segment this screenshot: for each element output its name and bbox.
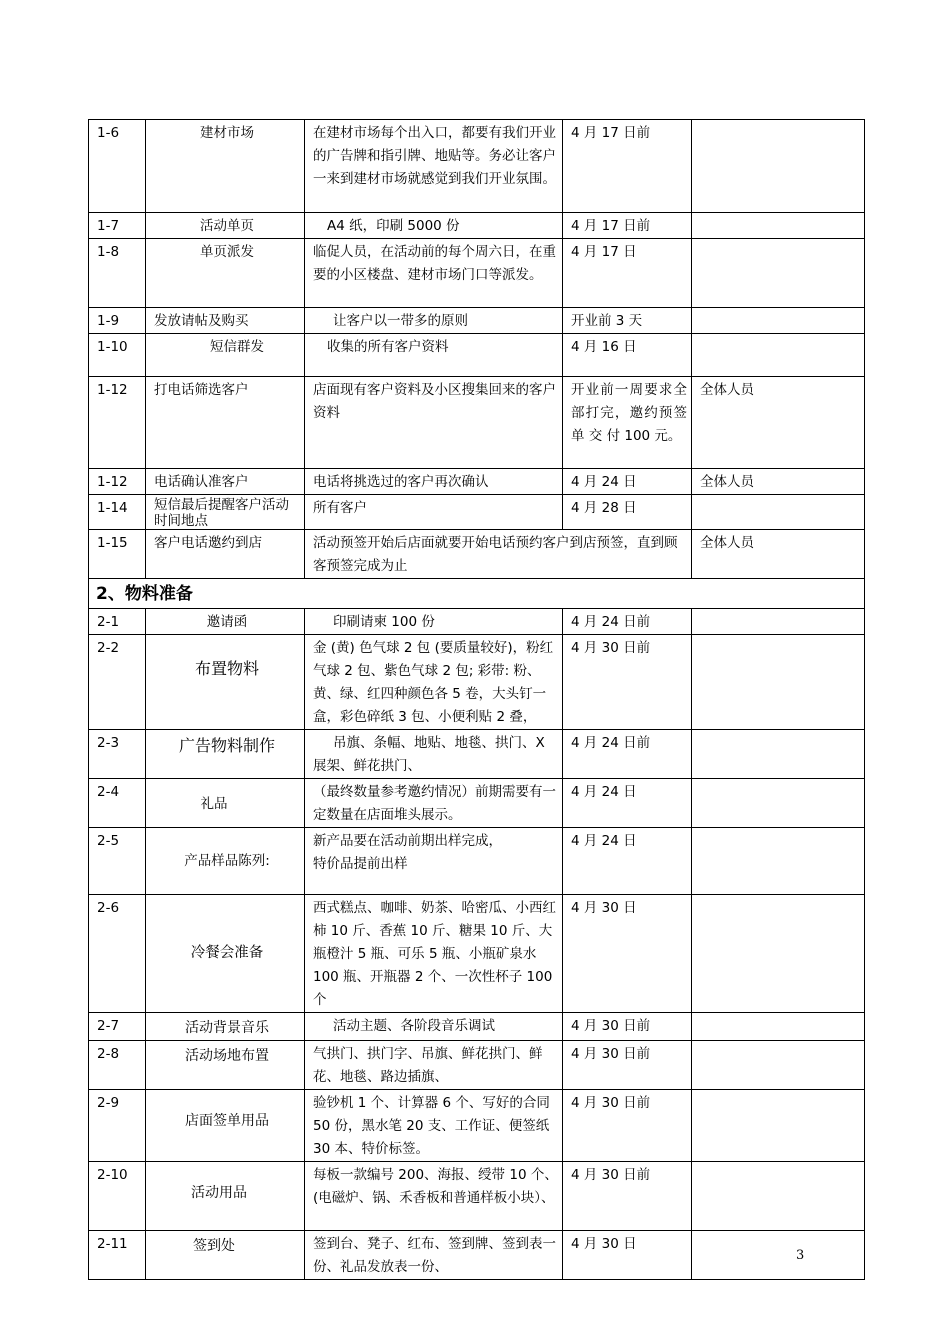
- table-row: [89, 635, 865, 730]
- table-row: [89, 1041, 865, 1090]
- row-description: 验钞机 1 个、计算器 6 个、写好的合同 50 份，黑水笔 20 支、工作证、便签纸 30 本、特价标签。: [305, 1090, 563, 1162]
- row-item: 建材市场: [146, 120, 305, 213]
- row-description-text: 在建材市场每个出入口，都要有我们开业的广告牌和指引牌、地贴等。务必让客户一来到建材市场就感觉到我们开业氛围。: [313, 125, 556, 187]
- table-row: [89, 239, 865, 308]
- row-number: 2-9: [89, 1090, 146, 1162]
- table-row: [89, 609, 865, 635]
- row-date: 开业前一周要求全部打完，邀约预签 单 交 付 100 元。: [563, 377, 692, 469]
- row-number: 2-8: [89, 1041, 146, 1090]
- row-date: 4 月 24 日: [563, 828, 692, 895]
- row-description: 店面现有客户资料及小区搜集回来的客户资料: [305, 377, 563, 469]
- section-title: 2、物料准备: [89, 579, 865, 609]
- row-date: 4 月 24 日前: [563, 609, 692, 635]
- row-date: 4 月 28 日: [563, 495, 692, 530]
- row-owner: [692, 1162, 865, 1231]
- row-item: 短信群发: [146, 334, 305, 377]
- row-owner: 全体人员: [692, 530, 865, 579]
- row-description: [305, 213, 563, 239]
- row-owner: [692, 239, 865, 308]
- row-description-text: 印刷请柬 100 份: [333, 614, 435, 630]
- row-description: 临促人员，在活动前的每个周六日，在重要的小区楼盘、建材市场门口等派发。: [305, 239, 563, 308]
- row-number: 2-2: [89, 635, 146, 730]
- row-number: 1-7: [89, 213, 146, 239]
- table-row: [89, 1013, 865, 1041]
- table-row: [89, 828, 865, 895]
- row-number: 1-9: [89, 308, 146, 334]
- row-number: 1-12: [89, 377, 146, 469]
- row-description: （最终数量参考邀约情况）前期需要有一定数量在店面堆头展示。: [305, 779, 563, 828]
- row-item: 打电话筛选客户: [146, 377, 305, 469]
- table-row: [89, 334, 865, 377]
- row-date: 4 月 24 日: [563, 779, 692, 828]
- row-date: 4 月 24 日前: [563, 730, 692, 779]
- row-owner: [692, 120, 865, 213]
- row-item: 短信最后提醒客户活动时间地点: [146, 495, 305, 530]
- row-date: 4 月 30 日: [563, 1231, 692, 1280]
- row-item: 单页派发: [146, 239, 305, 308]
- row-item: 邀请函: [146, 609, 305, 635]
- row-number: 1-12: [89, 469, 146, 495]
- row-owner: [692, 334, 865, 377]
- page-number: 3: [796, 1248, 805, 1263]
- row-number: 2-7: [89, 1013, 146, 1041]
- row-date: 4 月 24 日: [563, 469, 692, 495]
- row-date: 4 月 30 日前: [563, 1162, 692, 1231]
- row-description: [305, 828, 563, 895]
- row-item: 活动用品: [146, 1162, 305, 1231]
- table-row: [89, 1090, 865, 1162]
- row-date: 4 月 30 日前: [563, 1041, 692, 1090]
- row-number: 1-14: [89, 495, 146, 530]
- row-description-line: 新产品要在活动前期出样完成，: [313, 833, 502, 849]
- row-description: 签到台、凳子、红布、签到牌、签到表一份、礼品发放表一份、: [305, 1231, 563, 1280]
- row-owner: [692, 1231, 865, 1280]
- row-owner: [692, 635, 865, 730]
- row-description: 电话将挑选过的客户再次确认: [305, 469, 563, 495]
- row-item: 礼品: [146, 779, 305, 828]
- row-date: 4 月 30 日前: [563, 1013, 692, 1041]
- row-item: 布置物料: [146, 635, 305, 730]
- table-row: [89, 120, 865, 213]
- row-number: 2-3: [89, 730, 146, 779]
- row-date: 4 月 16 日: [563, 334, 692, 377]
- row-description: [305, 730, 563, 779]
- row-owner: [692, 1013, 865, 1041]
- row-owner: [692, 1041, 865, 1090]
- row-item: 客户电话邀约到店: [146, 530, 305, 579]
- row-item: 店面签单用品: [146, 1090, 305, 1162]
- row-description-text: 让客户以一带多的原则: [333, 313, 468, 329]
- table-row: [89, 377, 865, 469]
- row-number: 1-8: [89, 239, 146, 308]
- row-owner: [692, 213, 865, 239]
- row-owner: [692, 895, 865, 1013]
- row-owner: [692, 1090, 865, 1162]
- row-number: 2-5: [89, 828, 146, 895]
- row-description: [305, 308, 563, 334]
- row-owner: 全体人员: [692, 377, 865, 469]
- row-description: 金 (黄) 色气球 2 包 (要质量较好)，粉红气球 2 包、紫色气球 2 包; 彩带: 粉、黄、绿、红四种颜色各 5 卷，大头钉一盒，彩色碎纸 3 包、小便利贴 2 叠，: [305, 635, 563, 730]
- row-date: 4 月 30 日前: [563, 1090, 692, 1162]
- row-description: 西式糕点、咖啡、奶茶、哈密瓜、小西红柿 10 斤、香蕉 10 斤、糖果 10 斤、大瓶橙汁 5 瓶、可乐 5 瓶、小瓶矿泉水 100 瓶、开瓶器 2 个、一次性杯子 100 个: [305, 895, 563, 1013]
- row-description: 所有客户: [305, 495, 563, 530]
- row-number: 1-10: [89, 334, 146, 377]
- table-row: [89, 1231, 865, 1280]
- row-number: 1-6: [89, 120, 146, 213]
- row-owner: [692, 308, 865, 334]
- row-owner: [692, 609, 865, 635]
- row-description-text: A4 纸，印刷 5000 份: [327, 218, 460, 234]
- row-item: 产品样品陈列:: [146, 828, 305, 895]
- row-item: 发放请帖及购买: [146, 308, 305, 334]
- table-row: [89, 1162, 865, 1231]
- row-date: 4 月 17 日: [563, 239, 692, 308]
- row-owner: [692, 495, 865, 530]
- row-item: 活动单页: [146, 213, 305, 239]
- table-row: [89, 308, 865, 334]
- row-description-text: 吊旗、条幅、地贴、地毯、拱门、X 展架、鲜花拱门、: [313, 735, 545, 774]
- row-item: 签到处: [146, 1231, 305, 1280]
- table-row: [89, 530, 865, 579]
- row-date: 开业前 3 天: [563, 308, 692, 334]
- row-date: 4 月 30 日前: [563, 635, 692, 730]
- row-date: 4 月 17 日前: [563, 120, 692, 213]
- row-item: 活动背景音乐: [146, 1013, 305, 1041]
- table-row: [89, 469, 865, 495]
- row-item: 冷餐会准备: [146, 895, 305, 1013]
- row-description-text: 活动主题、各阶段音乐调试: [333, 1018, 495, 1034]
- row-number: 2-6: [89, 895, 146, 1013]
- row-item: 广告物料制作: [146, 730, 305, 779]
- row-owner: 全体人员: [692, 469, 865, 495]
- row-description: [305, 120, 563, 213]
- table-row: [89, 213, 865, 239]
- table-row: [89, 495, 865, 530]
- row-owner: [692, 779, 865, 828]
- row-description-text: 收集的所有客户资料: [327, 339, 449, 355]
- row-number: 2-11: [89, 1231, 146, 1280]
- section-header: [89, 579, 865, 609]
- row-number: 1-15: [89, 530, 146, 579]
- row-number: 2-1: [89, 609, 146, 635]
- table-row: [89, 895, 865, 1013]
- row-description: [305, 609, 563, 635]
- row-owner: [692, 828, 865, 895]
- row-description: [305, 1013, 563, 1041]
- row-description: 每板一款编号 200、海报、绶带 10 个、(电磁炉、锅、禾香板和普通样板小块）、: [305, 1162, 563, 1231]
- row-item: 活动场地布置: [146, 1041, 305, 1090]
- row-description: 气拱门、拱门字、吊旗、鲜花拱门、鲜花、地毯、路边插旗、: [305, 1041, 563, 1090]
- row-description: 活动预签开始后店面就要开始电话预约客户到店预签，直到顾客预签完成为止: [305, 530, 692, 579]
- table-row: [89, 730, 865, 779]
- row-date: 4 月 17 日前: [563, 213, 692, 239]
- row-number: 2-10: [89, 1162, 146, 1231]
- row-number: 2-4: [89, 779, 146, 828]
- row-date: 4 月 30 日: [563, 895, 692, 1013]
- row-description: [305, 334, 563, 377]
- table-row: [89, 779, 865, 828]
- activity-plan-table: [88, 119, 865, 1280]
- row-description-line: 特价品提前出样: [313, 856, 408, 872]
- row-owner: [692, 730, 865, 779]
- row-item: 电话确认准客户: [146, 469, 305, 495]
